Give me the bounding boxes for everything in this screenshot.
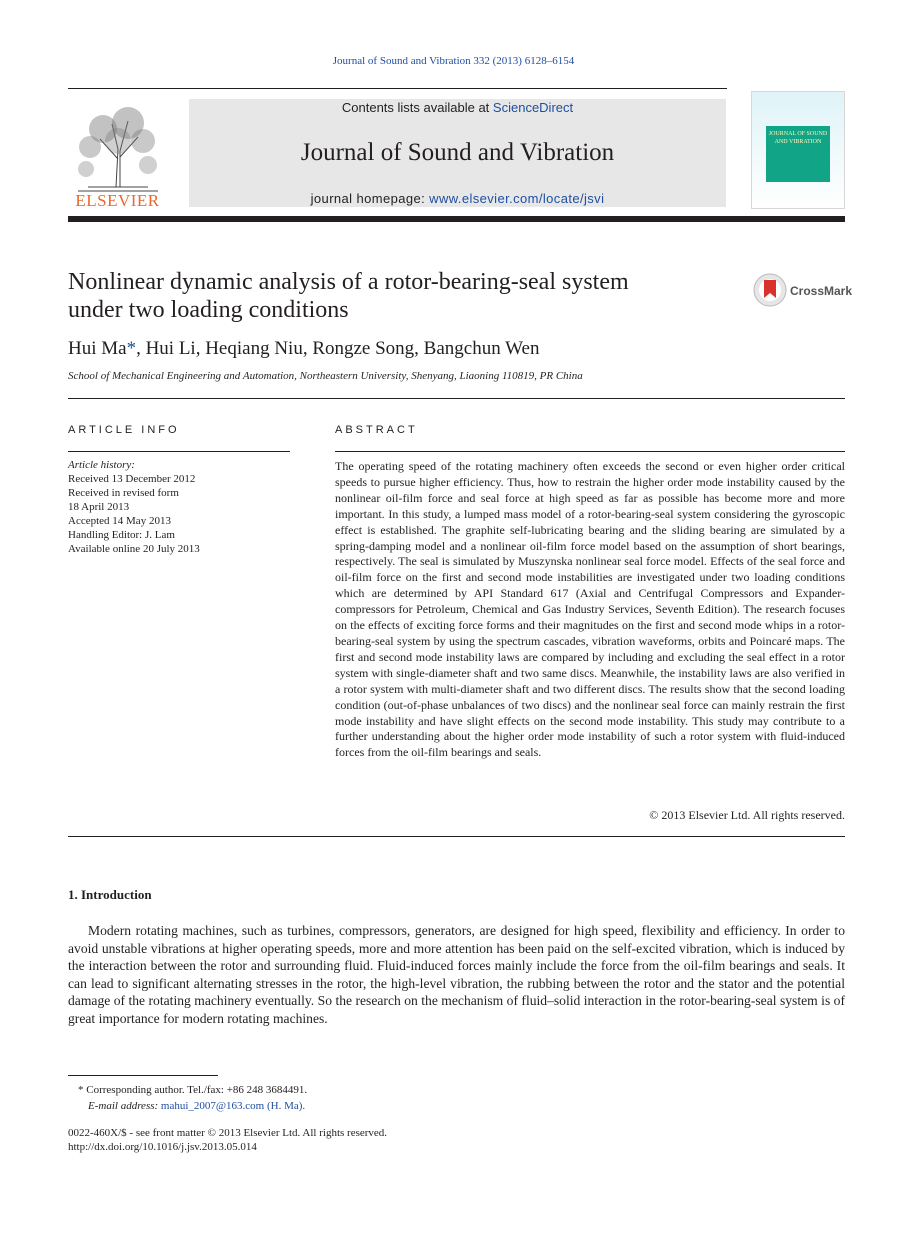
article-title-line-1: Nonlinear dynamic analysis of a rotor-bearing-seal system xyxy=(68,269,629,295)
article-info-rule xyxy=(68,451,290,452)
corresponding-author-footnote: * Corresponding author. Tel./fax: +86 248 3684491. xyxy=(78,1084,308,1096)
history-revised-label: Received in revised form xyxy=(68,487,179,499)
article-history xyxy=(68,458,298,556)
header-thick-rule xyxy=(68,216,845,222)
homepage-link[interactable]: www.elsevier.com/locate/jsvi xyxy=(429,191,605,206)
introduction-paragraph: Modern rotating machines, such as turbines, compressors, generators, are designed for high speed, flexibility and efficiency. In order to avoid unstable vibrations at higher operating speeds, more and more attention has been paid on the self-excited vibration, which is induced by the interaction between the rotor and surrounding fluid. Fluid-induced forces mainly include the force from the oil-film bearings and seals. It can lead to significant alternating stresses in the rotor, the high-level vibration, the rubbing between the rotor and the stator and the potential damage of the rotating machinery eventually. So the research on the mechanism of fluid–solid interaction in the rotor-bearing-seal system is of great importance for modern rotating machines. xyxy=(68,923,845,1026)
author-first[interactable]: Hui Ma xyxy=(68,338,127,359)
header-top-rule xyxy=(68,88,727,89)
journal-citation[interactable]: Journal of Sound and Vibration 332 (2013) 6128–6154 xyxy=(332,55,575,67)
elsevier-wordmark: ELSEVIER xyxy=(75,191,160,210)
abstract-heading: ABSTRACT xyxy=(335,424,418,436)
abstract-copyright: © 2013 Elsevier Ltd. All rights reserved. xyxy=(649,808,845,822)
article-title xyxy=(68,268,728,324)
crossmark-icon[interactable] xyxy=(753,273,787,307)
abstract-bottom-rule xyxy=(68,836,845,837)
history-accepted: Accepted 14 May 2013 xyxy=(68,515,171,527)
history-revised-date: 18 April 2013 xyxy=(68,501,130,513)
email-footnote xyxy=(88,1100,305,1112)
issn-line: 0022-460X/$ - see front matter © 2013 Elsevier Ltd. All rights reserved. xyxy=(68,1127,388,1139)
homepage-prefix: journal homepage: xyxy=(310,191,426,206)
author-list xyxy=(68,338,539,360)
journal-cover-title: JOURNAL OF SOUND AND VIBRATION xyxy=(766,126,830,182)
history-editor: Handling Editor: J. Lam xyxy=(68,529,175,541)
article-title-line-2: under two loading conditions xyxy=(68,297,349,323)
affiliation-rule xyxy=(68,398,845,399)
sciencedirect-link[interactable]: ScienceDirect xyxy=(492,100,574,115)
journal-title: Journal of Sound and Vibration xyxy=(300,139,615,166)
doi-link[interactable]: http://dx.doi.org/10.1016/j.jsv.2013.05.014 xyxy=(68,1141,257,1153)
corresponding-author-star[interactable]: * xyxy=(126,338,137,359)
history-online: Available online 20 July 2013 xyxy=(68,543,200,555)
email-link[interactable]: mahui_2007@163.com (H. Ma). xyxy=(160,1100,306,1112)
contents-line xyxy=(189,100,726,115)
affiliation: School of Mechanical Engineering and Automation, Northeastern University, Shenyang, Liaoning 110819, PR China xyxy=(68,370,583,382)
contents-prefix: Contents lists available at xyxy=(341,100,490,115)
abstract-text: The operating speed of the rotating machinery often exceeds the second or even higher order critical speeds to pursue higher efficiency. Thus, how to restrain the higher order mode instability caused by the nonlinear oil-film force and seal force at high speed as far as possible has become more and more important. In this study, a lumped mass model of a rotor-bearing-seal system considering the gyroscopic effect is established. The graphite self-lubricating bearing and the sliding bearing are simulated by a spring-damping model and a nonlinear oil-film force model based on the assumption of short bearings, respectively. The seal is simulated by Muszynska nonlinear seal force model. Effects of the seal force and oil-film force on the first and second mode instabilities are investigated under two loading conditions which are determined by API Standard 617 (Axial and Centrifugal Compressors and Expander-compressors for Petroleum, Chemical and Gas Industry Services, Seventh Edition). The research focuses on the effects of exciting force forms and their magnitudes on the first and second mode whips in a rotor-bearing-seal system by using the spectrum cascades, vibration waveforms, orbits and Poincaré maps. The first and second mode instability laws are compared by including and excluding the seal effect in a rotor system with single-diameter shaft and two same discs. Meanwhile, the instability laws are also verified in a rotor system with multi-diameter shaft and two different discs. The results show that the second loading condition (out-of-phase unbalances of two discs) and the nonlinear seal force can mainly restrain the first mode instability and have slight effects on the second mode instability. This study may contribute to a further understanding about the higher order mode instability of such a rotor system with fluid-induced forces from the oil-film bearings and seals. xyxy=(335,459,845,760)
crossmark-label[interactable]: CrossMark xyxy=(790,284,853,298)
abstract-rule xyxy=(335,451,845,452)
history-received: Received 13 December 2012 xyxy=(68,473,196,485)
footnote-rule xyxy=(68,1075,218,1076)
authors-rest: , Hui Li, Heqiang Niu, Rongze Song, Bangchun Wen xyxy=(136,338,540,359)
email-label: E-mail address: xyxy=(88,1100,159,1112)
article-history-label: Article history: xyxy=(68,459,135,471)
section-heading-introduction: 1. Introduction xyxy=(68,887,152,902)
journal-homepage xyxy=(189,191,726,206)
article-info-heading: ARTICLE INFO xyxy=(68,424,180,436)
